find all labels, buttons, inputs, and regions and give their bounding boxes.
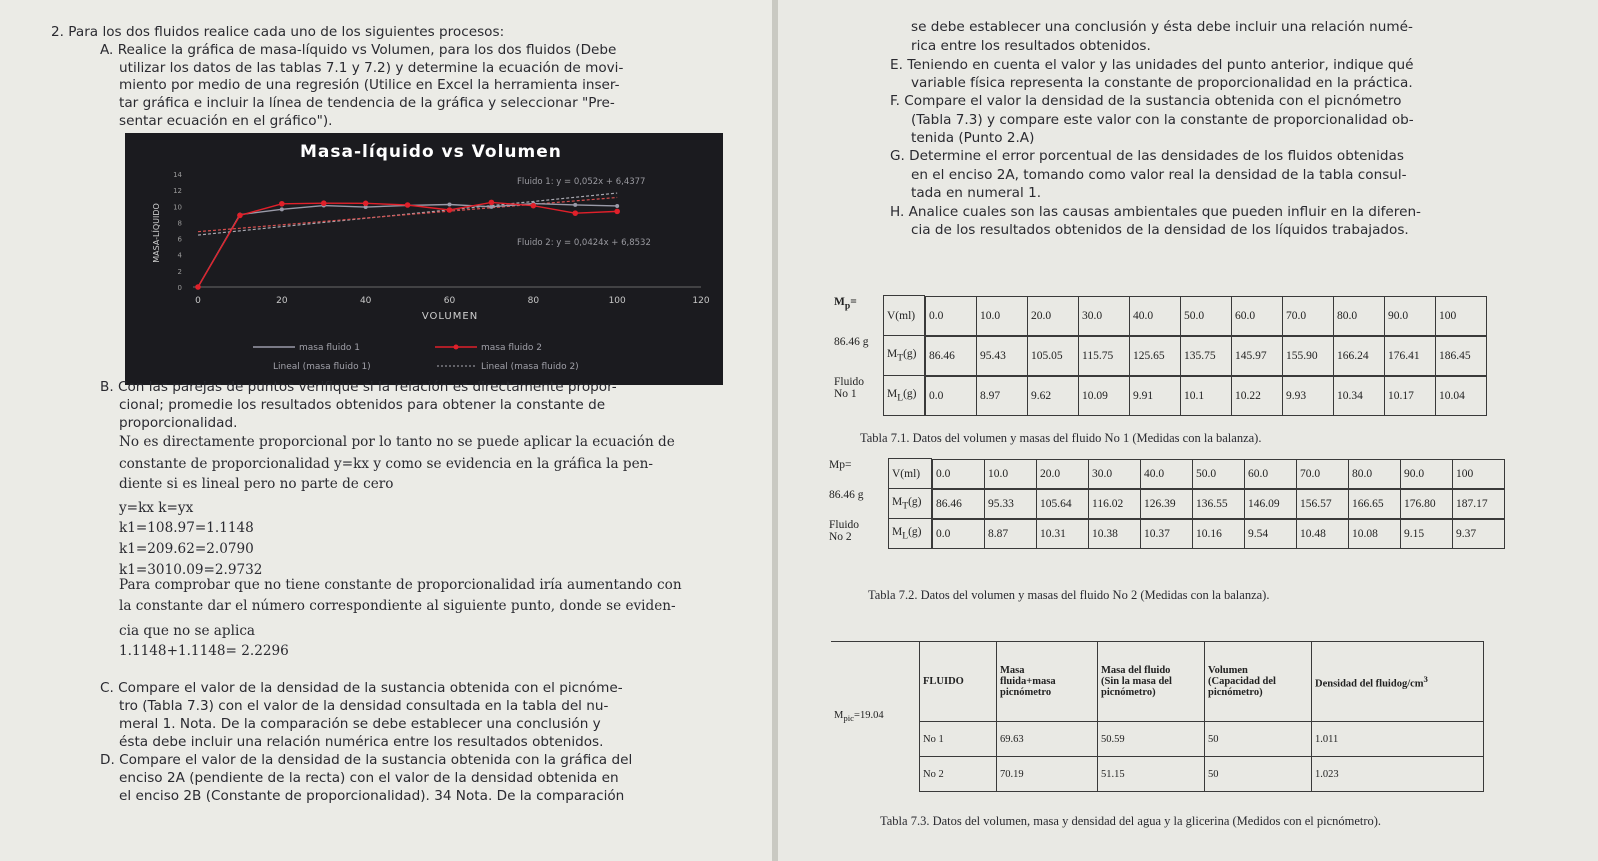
t2-ml-cell: 9.54: [1245, 519, 1297, 548]
chart-annotation-fluido2: Fluido 2: y = 0,0424x + 6,8532: [517, 238, 651, 248]
t2-mt-cell: 95.33: [985, 489, 1037, 518]
t2-ml-cell: 10.48: [1297, 519, 1349, 548]
chart-legend: [253, 343, 579, 372]
t2-vol-cell: 70.0: [1297, 459, 1349, 488]
item-g-line-2: en el enciso 2A, tomando como valor real la densidad de la tabla consul-: [911, 167, 1407, 183]
t2-ml-cell: 8.87: [985, 519, 1037, 548]
answer-line-2: constante de proporcionalidad y=kx y como se evidencia en la gráfica la pen-: [119, 456, 654, 472]
x-tick-label: 20: [276, 296, 288, 306]
answer-line-1: No es directamente proporcional por lo tanto no se puede aplicar la ecuación de: [119, 434, 675, 450]
t2-vol-cell: 50.0: [1193, 459, 1245, 488]
t2-vol-cell: 40.0: [1141, 459, 1193, 488]
y-tick-label: 10: [173, 203, 182, 212]
data-point: [280, 207, 284, 211]
table-row: [826, 519, 1505, 549]
answer-k3: k1=3010.09=2.9732: [119, 562, 263, 578]
t1-ml-cell: 10.04: [1436, 376, 1487, 415]
data-point: [237, 213, 243, 219]
t2-mt-cell: 176.80: [1401, 489, 1453, 518]
item-h-line-1: H. Analice cuales son las causas ambientales que pueden influir en la diferen-: [890, 204, 1421, 220]
t2-mt-cell: 136.55: [1193, 489, 1245, 518]
data-point: [195, 284, 201, 290]
item-b-line-3: proporcionalidad.: [119, 415, 238, 431]
x-tick-label: 0: [195, 296, 201, 306]
legend-marker-fluido2: [454, 345, 459, 350]
item-c-line-1: C. Compare el valor de la densidad de la sustancia obtenida con el picnóme-: [100, 680, 623, 696]
t2-mt-cells: [932, 489, 1506, 519]
t3-header-volumen: Volumen (Capacidad del picnómetro): [1205, 642, 1312, 722]
question-2-heading: 2. Para los dos fluidos realice cada uno de los siguientes procesos:: [51, 24, 505, 40]
t1-vol-cell: 30.0: [1079, 296, 1130, 335]
chart-ylabel: MASA-LÍQUIDO: [152, 203, 161, 263]
item-c-line-4: ésta debe incluir una relación numérica entre los resultados obtenidos.: [119, 734, 604, 750]
t3-fluido: No 1: [920, 722, 997, 757]
t1-mt-cell: 186.45: [1436, 336, 1487, 375]
t1-ml-cell: 8.97: [977, 376, 1028, 415]
t2-vol-cell: 30.0: [1089, 459, 1141, 488]
t2-mt-cell: 116.02: [1089, 489, 1141, 518]
data-point: [489, 205, 493, 209]
t2-header-mt: $M_T(g)$: [889, 489, 932, 519]
answer-sum: 1.1148+1.1148= 2.2296: [119, 643, 289, 659]
data-point: [489, 200, 495, 206]
item-g-line-3: tada en numeral 1.: [911, 185, 1042, 201]
t3-header-densidad: Densidad del fluidog/$cm^3$: [1312, 642, 1484, 722]
table-7-2: [826, 458, 1505, 549]
item-d-continued-2: rica entre los resultados obtenidos.: [911, 38, 1151, 54]
t1-vol-cell: 100: [1436, 296, 1487, 335]
chart-xlabel: VOLUMEN: [421, 311, 479, 322]
item-c-line-3: meral 1. Nota. De la comparación se debe establecer una conclusión y: [119, 716, 601, 732]
item-a-line-1: A. Realice la gráfica de masa-líquido vs Volumen, para los dos fluidos (Debe: [100, 42, 617, 58]
t1-vol-cell: 20.0: [1028, 296, 1079, 335]
t1-mt-cell: 166.24: [1334, 336, 1385, 375]
t2-mt-cell: 156.57: [1297, 489, 1349, 518]
legend-fluido2: masa fluido 2: [481, 343, 543, 353]
t1-mt-cell: 176.41: [1385, 336, 1436, 375]
t1-header-ml: $M_L(g)$: [884, 376, 925, 416]
t1-label-mass: 86.46 g: [831, 336, 884, 376]
t3-header-fluido: FLUIDO: [920, 642, 997, 722]
t1-mt-cell: 125.65: [1130, 336, 1181, 375]
table-row: [831, 642, 1484, 722]
data-point: [573, 203, 577, 207]
item-a-line-4: tar gráfica e incluir la línea de tendencia de la gráfica y seleccionar "Pre-: [119, 95, 615, 111]
y-tick-label: 2: [177, 267, 182, 276]
x-tick-label: 120: [692, 296, 710, 306]
table-row: [831, 376, 1487, 416]
legend-fluido1: masa fluido 1: [299, 343, 361, 353]
item-g-line-1: G. Determine el error porcentual de las densidades de los fluidos obtenidas: [890, 148, 1404, 164]
table-row: [831, 296, 1487, 336]
t2-ml-cells: [932, 519, 1506, 549]
t2-ml-cell: 10.38: [1089, 519, 1141, 548]
t1-mt-cells: [925, 336, 1488, 376]
t2-vol-cell: 60.0: [1245, 459, 1297, 488]
item-e-line-2: variable física representa la constante de proporcionalidad en la práctica.: [911, 75, 1413, 91]
item-e-line-1: E. Teniendo en cuenta el valor y las unidades del punto anterior, indique qué: [890, 57, 1414, 73]
t2-vol-cell: 10.0: [985, 459, 1037, 488]
chart-annotation-fluido1: Fluido 1: y = 0,052x + 6,4377: [517, 177, 646, 187]
data-point: [615, 204, 619, 208]
table-row: [826, 459, 1505, 489]
item-d-continued-1: se debe establecer una conclusión y ésta debe incluir una relación numé-: [911, 19, 1413, 35]
t1-ml-cell: 0.0: [926, 376, 977, 415]
t1-vol-cell: 50.0: [1181, 296, 1232, 335]
t2-vol-cell: 80.0: [1349, 459, 1401, 488]
item-f-line-1: F. Compare el valor la densidad de la sustancia obtenida con el picnómetro: [890, 93, 1402, 109]
t1-mt-cell: 105.05: [1028, 336, 1079, 375]
answer-formula: y=kx k=yx: [119, 500, 194, 516]
data-point: [363, 200, 369, 206]
t1-label-fluido: Fluido No 1: [831, 376, 884, 416]
t1-ml-cell: 10.34: [1334, 376, 1385, 415]
t2-ml-cell: 10.37: [1141, 519, 1193, 548]
t3-mpic: $M_{pic}=19.04$: [831, 642, 920, 792]
t1-mt-cell: 135.75: [1181, 336, 1232, 375]
t1-vol-cell: 80.0: [1334, 296, 1385, 335]
table-7-1: [831, 295, 1487, 416]
t1-label-mp: $M_p=$: [831, 296, 884, 336]
table-7-1-caption: Tabla 7.1. Datos del volumen y masas del fluido No 1 (Medidas con la balanza).: [860, 431, 1262, 445]
table-row: [831, 336, 1487, 376]
answer-k1: k1=108.97=1.1148: [119, 520, 254, 536]
t1-ml-cell: 9.93: [1283, 376, 1334, 415]
y-tick-label: 14: [173, 171, 182, 179]
y-tick-label: 8: [177, 219, 182, 228]
t1-header-mt: $M_T(g)$: [884, 336, 925, 376]
chart-svg: [125, 133, 723, 385]
t2-mt-cell: 86.46: [933, 489, 985, 518]
item-d-line-2: enciso 2A (pendiente de la recta) con el valor de la densidad obtenida en: [119, 770, 619, 786]
t1-vol-cell: 60.0: [1232, 296, 1283, 335]
answer-line-4: Para comprobar que no tiene constante de proporcionalidad iría aumentando con: [119, 577, 682, 593]
t2-header-volume: V(ml): [889, 459, 932, 489]
t3-mf: 51.15: [1098, 757, 1205, 792]
t2-header-ml: $M_L(g)$: [889, 519, 932, 549]
t2-ml-cell: 10.16: [1193, 519, 1245, 548]
data-point: [321, 200, 327, 206]
x-tick-label: 40: [359, 296, 372, 306]
t2-mt-cell: 166.65: [1349, 489, 1401, 518]
data-point: [279, 201, 285, 207]
answer-line-6: cia que no se aplica: [119, 623, 256, 639]
table-7-2-caption: Tabla 7.2. Datos del volumen y masas del fluido No 2 (Medidas con la balanza).: [868, 588, 1270, 602]
data-point: [572, 210, 578, 216]
y-tick-label: 6: [177, 235, 182, 244]
legend-trend-fluido1: Lineal (masa fluido 1): [273, 362, 371, 372]
data-point: [448, 203, 452, 207]
item-d-line-1: D. Compare el valor de la densidad de la sustancia obtenida con la gráfica del: [100, 752, 633, 768]
t2-vol-cell: 90.0: [1401, 459, 1453, 488]
t2-mt-cell: 187.17: [1453, 489, 1505, 518]
t2-ml-cell: 0.0: [933, 519, 985, 548]
mass-volume-chart: [125, 133, 723, 385]
t2-mt-cell: 126.39: [1141, 489, 1193, 518]
t1-header-volume: V(ml): [884, 296, 925, 336]
item-d-line-3: el enciso 2B (Constante de proporcionalidad). 34 Nota. De la comparación: [119, 788, 625, 804]
data-point: [447, 207, 453, 213]
t2-label-mp: Mp=: [826, 459, 889, 489]
t1-ml-cell: 10.09: [1079, 376, 1130, 415]
t1-vol-cells: [925, 296, 1488, 336]
t2-vol-cell: 100: [1453, 459, 1505, 488]
item-c-line-2: tro (Tabla 7.3) con el valor de la densidad consultada en la tabla del nu-: [119, 698, 609, 714]
t1-mt-cell: 95.43: [977, 336, 1028, 375]
t2-ml-cell: 10.08: [1349, 519, 1401, 548]
y-tick-label: 12: [173, 187, 182, 196]
t2-ml-cell: 9.15: [1401, 519, 1453, 548]
x-tick-label: 100: [608, 296, 626, 306]
data-point: [614, 209, 620, 215]
t1-ml-cell: 9.62: [1028, 376, 1079, 415]
t1-vol-cell: 0.0: [926, 296, 977, 335]
t3-masa: 70.19: [997, 757, 1098, 792]
chart-title: Masa-líquido vs Volumen: [300, 142, 562, 162]
y-tick-label: 0: [177, 284, 182, 292]
table-row: [826, 489, 1505, 519]
item-a-line-3: miento por medio de una regresión (Utilice en Excel la herramienta inser-: [119, 77, 620, 93]
t1-ml-cell: 10.17: [1385, 376, 1436, 415]
table-7-3-caption: Tabla 7.3. Datos del volumen, masa y densidad del agua y la glicerina (Medidos con el picnómetro).: [880, 814, 1382, 828]
t3-header-masa: Masa fluida+masa picnómetro: [997, 642, 1098, 722]
t2-mt-cell: 146.09: [1245, 489, 1297, 518]
t1-ml-cell: 9.91: [1130, 376, 1181, 415]
t1-vol-cell: 70.0: [1283, 296, 1334, 335]
legend-trend-fluido2: Lineal (masa fluido 2): [481, 362, 579, 372]
t3-masa: 69.63: [997, 722, 1098, 757]
t3-vol: 50: [1205, 722, 1312, 757]
y-tick-label: 4: [177, 251, 182, 260]
data-point: [405, 202, 411, 208]
t2-label-mass: 86.46 g: [826, 489, 889, 519]
answer-line-3: diente si es lineal pero no parte de cero: [119, 476, 394, 492]
item-a-line-2: utilizar los datos de las tablas 7.1 y 7.2) y determine la ecuación de movi-: [119, 60, 624, 76]
t1-mt-cell: 86.46: [926, 336, 977, 375]
x-tick-label: 80: [527, 296, 540, 306]
t1-mt-cell: 155.90: [1283, 336, 1334, 375]
t1-vol-cell: 10.0: [977, 296, 1028, 335]
t1-ml-cell: 10.1: [1181, 376, 1232, 415]
t2-vol-cells: [932, 459, 1506, 489]
t3-dens: 1.011: [1312, 722, 1484, 757]
t3-header-mf: Masa del fluido (Sin la masa del picnómetro): [1098, 642, 1205, 722]
answer-k2: k1=209.62=2.0790: [119, 541, 254, 557]
t2-ml-cell: 10.31: [1037, 519, 1089, 548]
table-row: [831, 722, 1484, 757]
item-f-line-2: (Tabla 7.3) y compare este valor con la constante de proporcionalidad ob-: [911, 112, 1414, 128]
t2-mt-cell: 105.64: [1037, 489, 1089, 518]
t2-vol-cell: 20.0: [1037, 459, 1089, 488]
t1-vol-cell: 40.0: [1130, 296, 1181, 335]
t3-vol: 50: [1205, 757, 1312, 792]
table-row: [831, 757, 1484, 792]
t2-label-fluido: Fluido No 2: [826, 519, 889, 549]
answer-line-5: la constante dar el número correspondiente al siguiente punto, donde se eviden-: [119, 598, 676, 614]
chart-trendlines: [198, 193, 617, 235]
item-a-line-5: sentar ecuación en el gráfico").: [119, 113, 333, 129]
x-tick-label: 60: [443, 296, 456, 306]
t3-mf: 50.59: [1098, 722, 1205, 757]
t2-vol-cell: 0.0: [933, 459, 985, 488]
item-f-line-3: tenida (Punto 2.A): [911, 130, 1035, 146]
t2-ml-cell: 9.37: [1453, 519, 1505, 548]
item-b-line-1: B. Con las parejas de puntos verifique si la relación es directamente propor-: [100, 379, 617, 395]
t3-fluido: No 2: [920, 757, 997, 792]
t1-ml-cell: 10.22: [1232, 376, 1283, 415]
item-b-line-2: cional; promedie los resultados obtenidos para obtener la constante de: [119, 397, 606, 413]
data-point: [531, 203, 537, 209]
item-h-line-2: cia de los resultados obtenidos de la densidad de los líquidos trabajados.: [911, 222, 1409, 238]
t1-mt-cell: 115.75: [1079, 336, 1130, 375]
t1-ml-cells: [925, 376, 1488, 416]
t1-vol-cell: 90.0: [1385, 296, 1436, 335]
t3-dens: 1.023: [1312, 757, 1484, 792]
table-7-3: [831, 641, 1484, 792]
t1-mt-cell: 145.97: [1232, 336, 1283, 375]
